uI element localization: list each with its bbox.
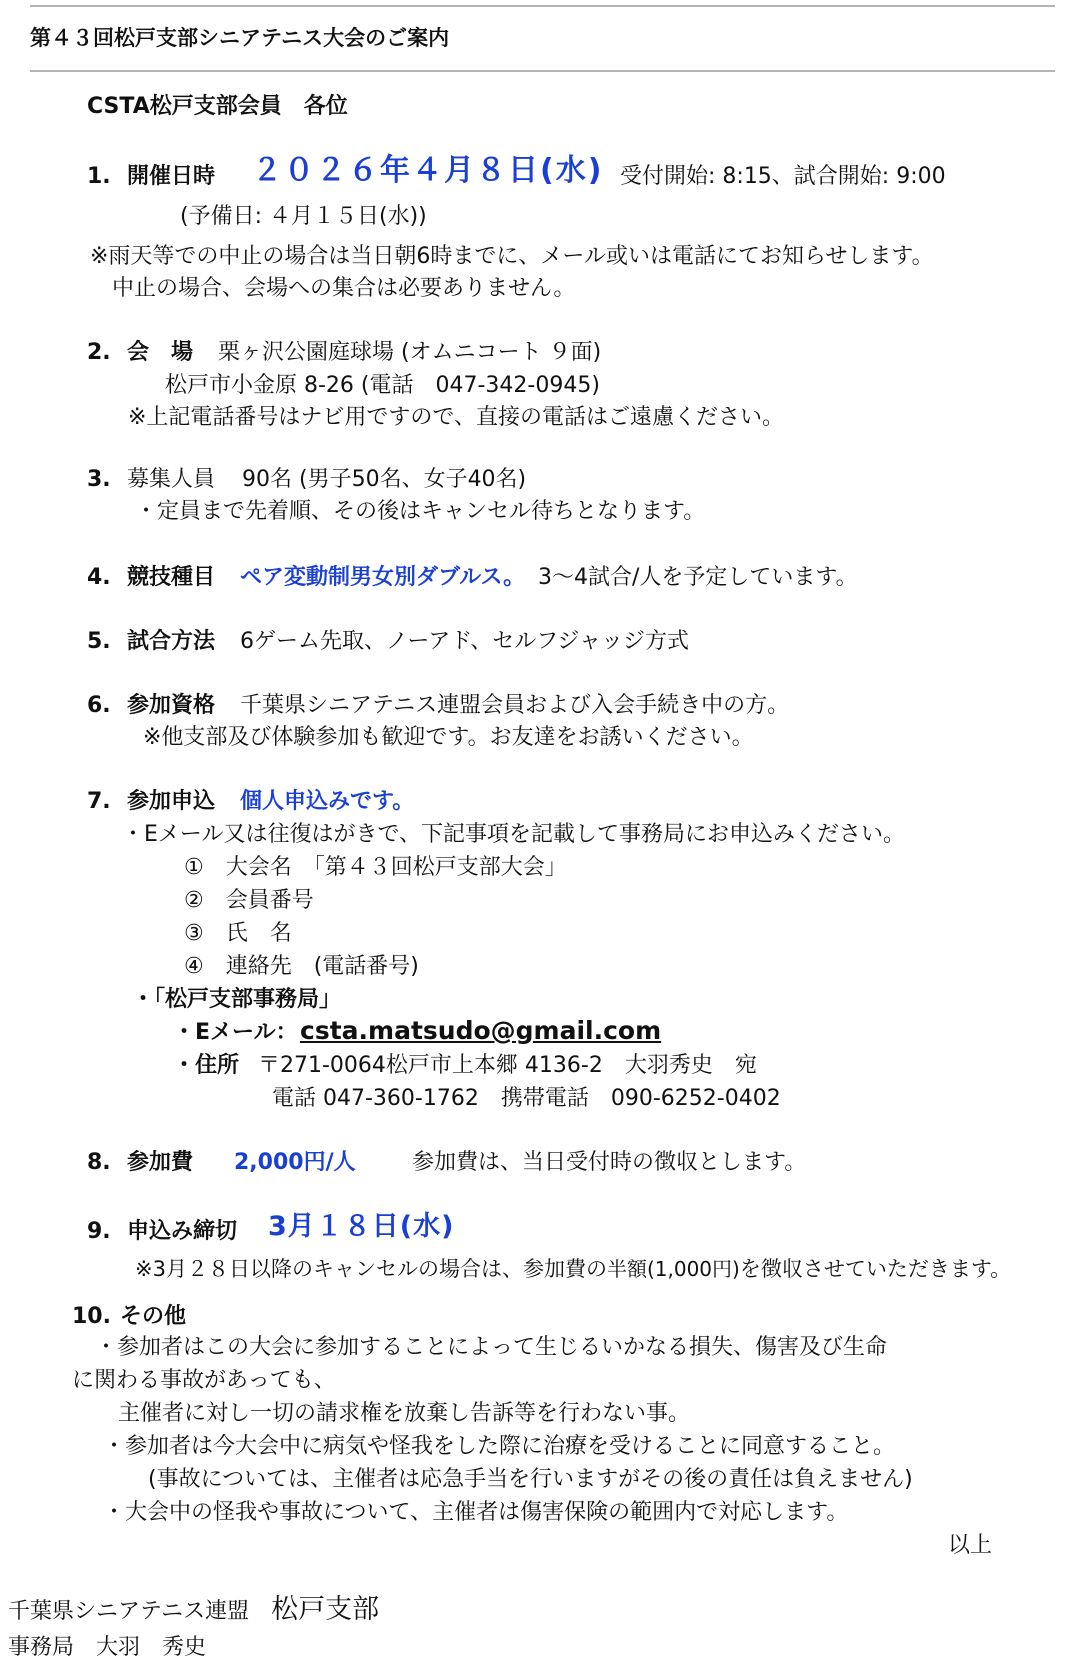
top-rule: [30, 5, 1055, 7]
s7-item-3: ③ 氏 名: [184, 921, 292, 946]
s4-num: 4.: [87, 565, 111, 590]
s5-num: 5.: [87, 629, 111, 654]
s7-item-2: ② 会員番号: [184, 888, 314, 913]
s1-num: 1.: [87, 164, 111, 189]
s6-note: ※他支部及び体験参加も歓迎です。お友達をお誘いください。: [143, 725, 754, 750]
s10-l1: ・参加者はこの大会に参加することによって生じるいかなる損失、傷害及び生命: [95, 1335, 888, 1360]
s9-note-c: を徴収させていただきます。: [739, 1257, 1012, 1281]
s8-num: 8.: [87, 1150, 111, 1175]
s7-office: ・「松戸支部事務局」: [132, 987, 342, 1012]
s10-l3: 主催者に対し一切の請求権を放棄し告訴等を行わない事。: [118, 1401, 691, 1426]
s10-num: 10.: [72, 1304, 111, 1329]
s7-tel: 電話 047-360-1762 携帯電話 090-6252-0402: [272, 1086, 781, 1111]
s2-address: 松戸市小金原 8-26 (電話 047-342-0945): [165, 373, 600, 398]
s6-value: 千葉県シニアテニス連盟会員および入会手続き中の方。: [240, 693, 790, 718]
s9-note: [135, 1255, 1011, 1283]
s4-rest: 3～4試合/人を予定しています。: [538, 565, 858, 590]
s3-label: 募集人員: [127, 467, 216, 492]
s9-note-a: ※3月２８日以降のキャンセルの場合は、参加費の: [135, 1257, 607, 1281]
s7-label: 参加申込: [127, 789, 216, 814]
footer-org-b: 松戸支部: [271, 1594, 380, 1625]
s7-highlight: 個人申込みです。: [240, 789, 415, 814]
s10-l2: に関わる事故があっても、: [72, 1368, 336, 1393]
s5-value: 6ゲーム先取、ノーアド、セルフジャッジ方式: [240, 629, 689, 654]
s9-num: 9.: [87, 1219, 111, 1244]
s2-label: 会 場: [127, 340, 194, 365]
s6-label: 参加資格: [127, 693, 216, 718]
s2-num: 2.: [87, 340, 111, 365]
s3-value: 90名 (男子50名、女子40名): [242, 467, 527, 492]
s2-note: ※上記電話番号はナビ用ですので、直接の電話はご遠慮ください。: [128, 405, 784, 430]
s7-item-1: ① 大会名 「第４３回松戸支部大会」: [184, 855, 567, 880]
footer-org-a: 千葉県シニアテニス連盟: [8, 1599, 272, 1624]
s2-venue: 栗ヶ沢公園庭球場 (オムニコート ９面): [218, 340, 602, 365]
s1-spare: (予備日: ４月１５日(水)): [180, 204, 427, 229]
s7-item-4: ④ 連絡先 (電話番号): [184, 954, 419, 979]
s5-label: 試合方法: [127, 629, 216, 654]
s9-label: 申込み締切: [127, 1219, 238, 1244]
s7-num: 7.: [87, 789, 111, 814]
s1-label: 開催日時: [127, 164, 216, 189]
footer-office: 事務局 大羽 秀史: [8, 1635, 207, 1660]
s1-note2: 中止の場合、会場への集合は必要ありません。: [112, 276, 576, 301]
s3-note: ・定員まで先着順、その後はキャンセル待ちとなります。: [135, 499, 706, 524]
s8-highlight: 2,000円/人: [234, 1150, 356, 1175]
s10-l5: (事故については、主催者は応急手当を行いますがその後の責任は負えません): [148, 1467, 913, 1492]
title-rule: [30, 70, 1055, 72]
s10-label: その他: [120, 1304, 187, 1329]
s9-date: 3月１８日(水): [268, 1211, 455, 1242]
s7-addr: 〒271-0064松戸市上本郷 4136-2 大羽秀史 宛: [258, 1053, 757, 1078]
s6-num: 6.: [87, 693, 111, 718]
s1-times: 受付開始: 8:15、試合開始: 9:00: [620, 164, 946, 189]
greeting: CSTA松戸支部会員 各位: [87, 94, 348, 119]
s4-label: 競技種目: [127, 565, 216, 590]
page-title: 第４３回松戸支部シニアテニス大会のご案内: [30, 26, 450, 50]
s10-l4: ・参加者は今大会中に病気や怪我をした際に治療を受けることに同意すること。: [103, 1434, 896, 1459]
s7-email-label: ・Eメール：: [173, 1020, 298, 1045]
s7-email-link[interactable]: csta.matsudo@gmail.com: [300, 1016, 662, 1045]
s10-end: 以上: [948, 1533, 993, 1558]
s3-num: 3.: [87, 467, 111, 492]
s1-note1: ※雨天等での中止の場合は当日朝6時までに、メール或いは電話にてお知らせします。: [90, 244, 934, 269]
s9-note-b: 半額(1,000円): [606, 1257, 740, 1281]
s7-addr-label: ・住所: [173, 1053, 240, 1078]
s8-label: 参加費: [127, 1150, 194, 1175]
s7-intro: ・Eメール又は往復はがきで、下記事項を記載して事務局にお申込みください。: [122, 822, 906, 847]
s8-note: 参加費は、当日受付時の徴収とします。: [412, 1150, 807, 1175]
s1-date: ２０２６年４月８日(水): [252, 153, 604, 188]
s10-l6: ・大会中の怪我や事故について、主催者は傷害保険の範囲内で対応します。: [103, 1500, 849, 1525]
s4-highlight: ペア変動制男女別ダブルス。: [240, 565, 526, 590]
footer-org: [8, 1596, 379, 1626]
